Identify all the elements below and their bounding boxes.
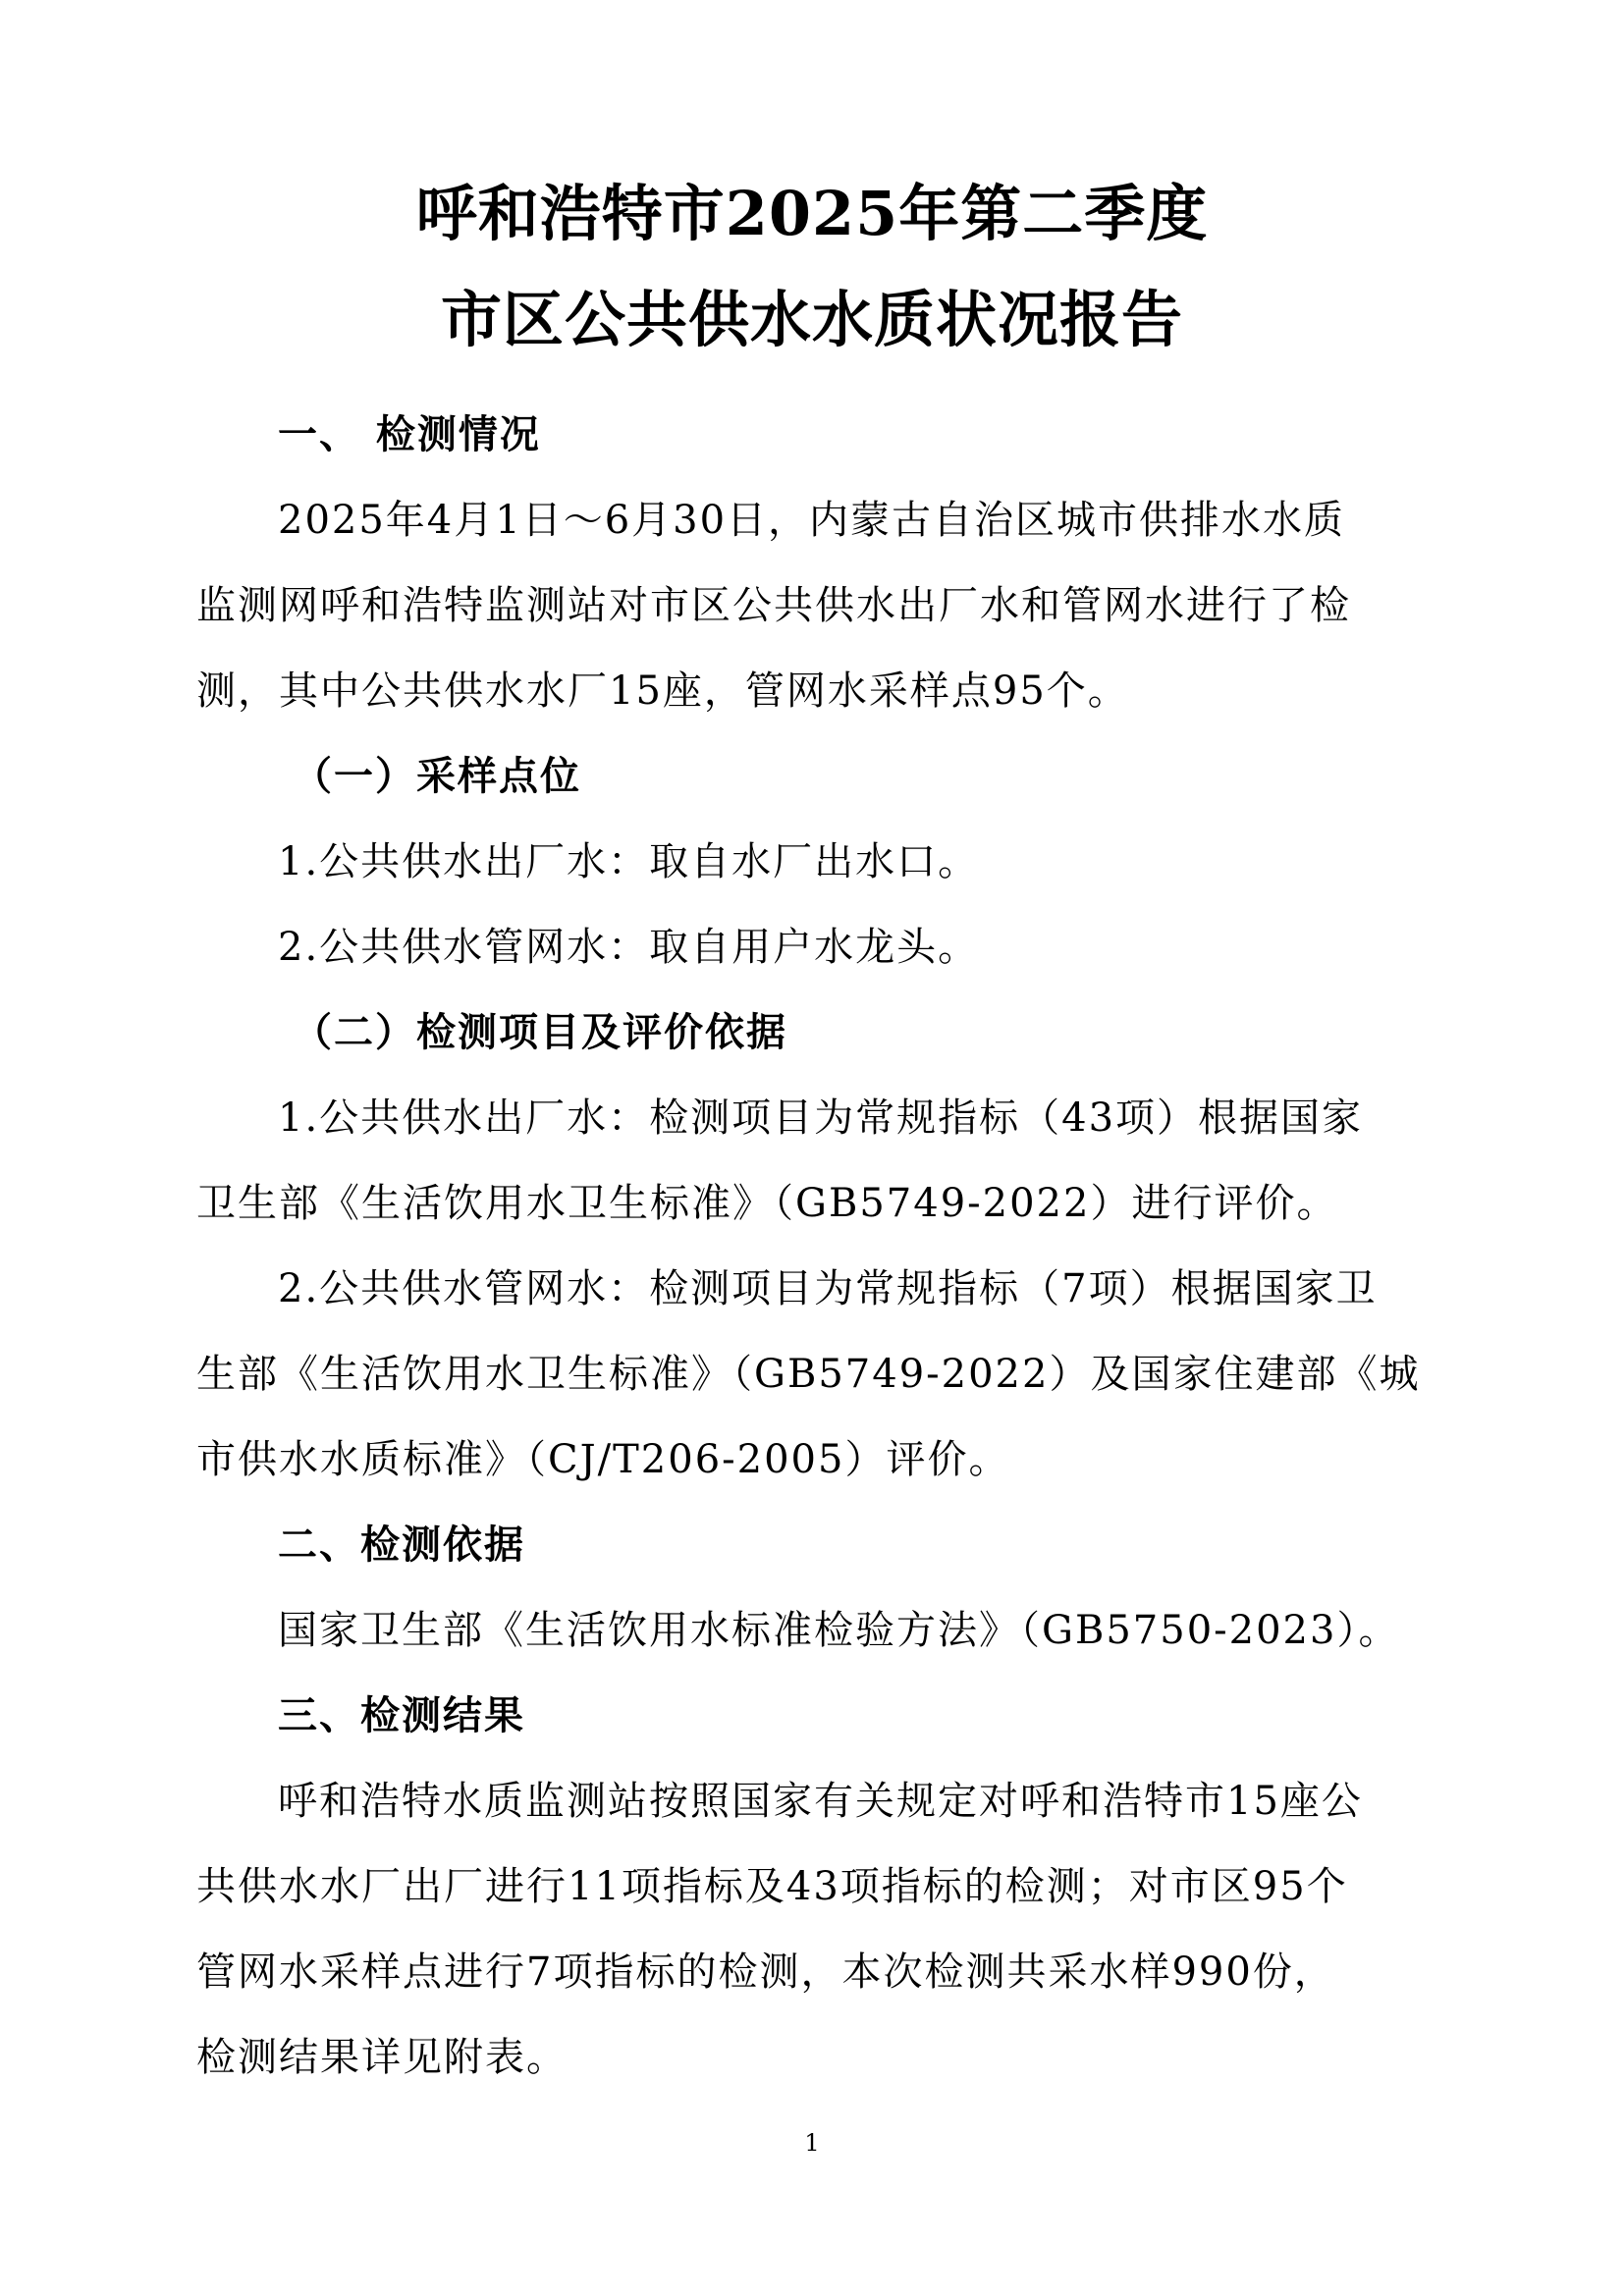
sampling-point-item-2: 2.公共供水管网水：取自用户水龙头。	[278, 925, 980, 970]
section-3-paragraph-line-1: 呼和浩特水质监测站按照国家有关规定对呼和浩特市15座公	[278, 1779, 1363, 1824]
test-item-1-line-2: 卫生部《生活饮用水卫生标准》（GB5749-2022）进行评价。	[196, 1181, 1338, 1226]
section-3-paragraph-line-3: 管网水采样点进行7项指标的检测，本次检测共采水样990份，	[196, 1949, 1335, 1995]
section-1-paragraph-line-3: 测，其中公共供水水厂15座，管网水采样点95个。	[196, 668, 1129, 714]
section-2-heading: 二、检测依据	[278, 1522, 525, 1568]
section-1-heading: 一、 检测情况	[278, 412, 541, 457]
page-number: 1	[804, 2129, 820, 2157]
subsection-sampling-points-heading: （一）采样点位	[293, 754, 581, 799]
subsection-test-items-heading: （二）检测项目及评价依据	[293, 1010, 787, 1055]
section-3-paragraph-line-2: 共供水水厂出厂进行11项指标及43项指标的检测；对市区95个	[196, 1864, 1348, 1909]
sampling-point-item-1: 1.公共供水出厂水：取自水厂出水口。	[278, 839, 980, 884]
document-title-line-2: 市区公共供水水质状况报告	[440, 284, 1183, 355]
test-item-2-line-3: 市供水水质标准》（CJ/T206-2005）评价。	[196, 1437, 1010, 1482]
section-3-paragraph-line-4: 检测结果详见附表。	[196, 2035, 568, 2080]
document-title-line-1: 呼和浩特市2025年第二季度	[415, 178, 1209, 249]
test-item-2-line-1: 2.公共供水管网水：检测项目为常规指标（7项）根据国家卫	[278, 1266, 1378, 1311]
test-item-1-line-1: 1.公共供水出厂水：检测项目为常规指标（43项）根据国家	[278, 1095, 1364, 1141]
section-3-heading: 三、检测结果	[278, 1693, 525, 1738]
section-2-text: 国家卫生部《生活饮用水标准检验方法》（GB5750-2023）。	[278, 1608, 1400, 1653]
test-item-2-line-2: 生部《生活饮用水卫生标准》（GB5749-2022）及国家住建部《城	[196, 1352, 1421, 1397]
section-1-paragraph-line-1: 2025年4月1日～6月30日，内蒙古自治区城市供排水水质	[278, 498, 1346, 543]
section-1-paragraph-line-2: 监测网呼和浩特监测站对市区公共供水出厂水和管网水进行了检	[196, 583, 1351, 628]
